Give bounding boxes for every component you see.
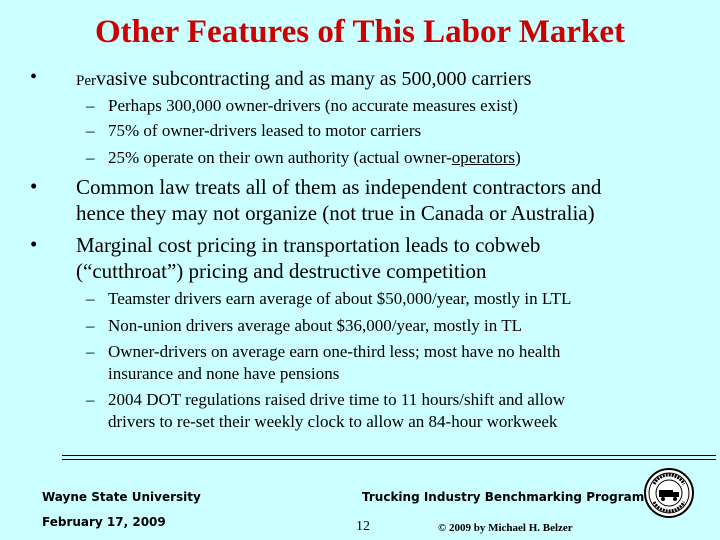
sub-bullet-1-3-underlined: operators [451,148,516,167]
sub-bullet-1-2: 75% of owner-drivers leased to motor carriers [108,121,422,140]
sub-marker: – [86,121,95,140]
sub-marker: – [86,148,95,167]
sub-marker: – [86,289,95,308]
sub-bullet-3-4-line-1: 2004 DOT regulations raised drive time to 11 hours/shift and allow [108,390,566,409]
sub-bullet-3-3-line-2: insurance and none have pensions [108,364,340,383]
footer-university: Wayne State University [42,490,201,504]
sub-bullet-3-3-line-1: Owner-drivers on average earn one-third less; most have no health [108,342,561,361]
sub-marker: – [86,96,95,115]
footer-rule [62,455,716,456]
bullet-marker: • [30,232,38,256]
bullet-3-line-2: (“cutthroat”) pricing and destructive competition [76,259,487,283]
program-seal-logo [644,468,694,518]
slide-title: Other Features of This Labor Market [94,14,626,50]
sub-marker: – [86,342,95,361]
sub-bullet-1-3-after: ) [515,148,521,167]
sub-bullet-3-4-line-2: drivers to re-set their weekly clock to allow an 84-hour workweek [108,412,558,431]
sub-marker: – [86,390,95,409]
sub-bullet-1-3 [108,147,521,169]
sub-bullet-3-1: Teamster drivers earn average of about $50,000/year, mostly in LTL [108,289,572,308]
bullet-2-line-1: Common law treats all of them as independent contractors and [76,175,602,199]
sub-bullet-3-2: Non-union drivers average about $36,000/year, mostly in TL [108,316,522,335]
sub-bullet-1-3-before: 25% operate on their own authority (actual owner- [108,148,452,167]
bullet-1-rest: vasive subcontracting and as many as 500,000 carriers [96,68,532,90]
bullet-1-text [76,66,531,94]
bullet-3-line-1: Marginal cost pricing in transportation leads to cobweb [76,233,541,257]
sub-marker: – [86,316,95,335]
bullet-marker: • [30,174,38,198]
seal-icon [646,470,692,516]
bullet-marker: • [30,66,38,88]
footer-rule [62,459,716,460]
footer-date: February 17, 2009 [42,515,166,529]
bullet-2-line-2: hence they may not organize (not true in Canada or Australia) [76,201,595,225]
page-number: 12 [356,519,370,534]
bullet-1-prefix: Per [76,73,96,89]
copyright: © 2009 by Michael H. Belzer [438,522,573,534]
footer-program: Trucking Industry Benchmarking Program [362,490,645,504]
sub-bullet-1-1: Perhaps 300,000 owner-drivers (no accurate measures exist) [108,96,518,115]
